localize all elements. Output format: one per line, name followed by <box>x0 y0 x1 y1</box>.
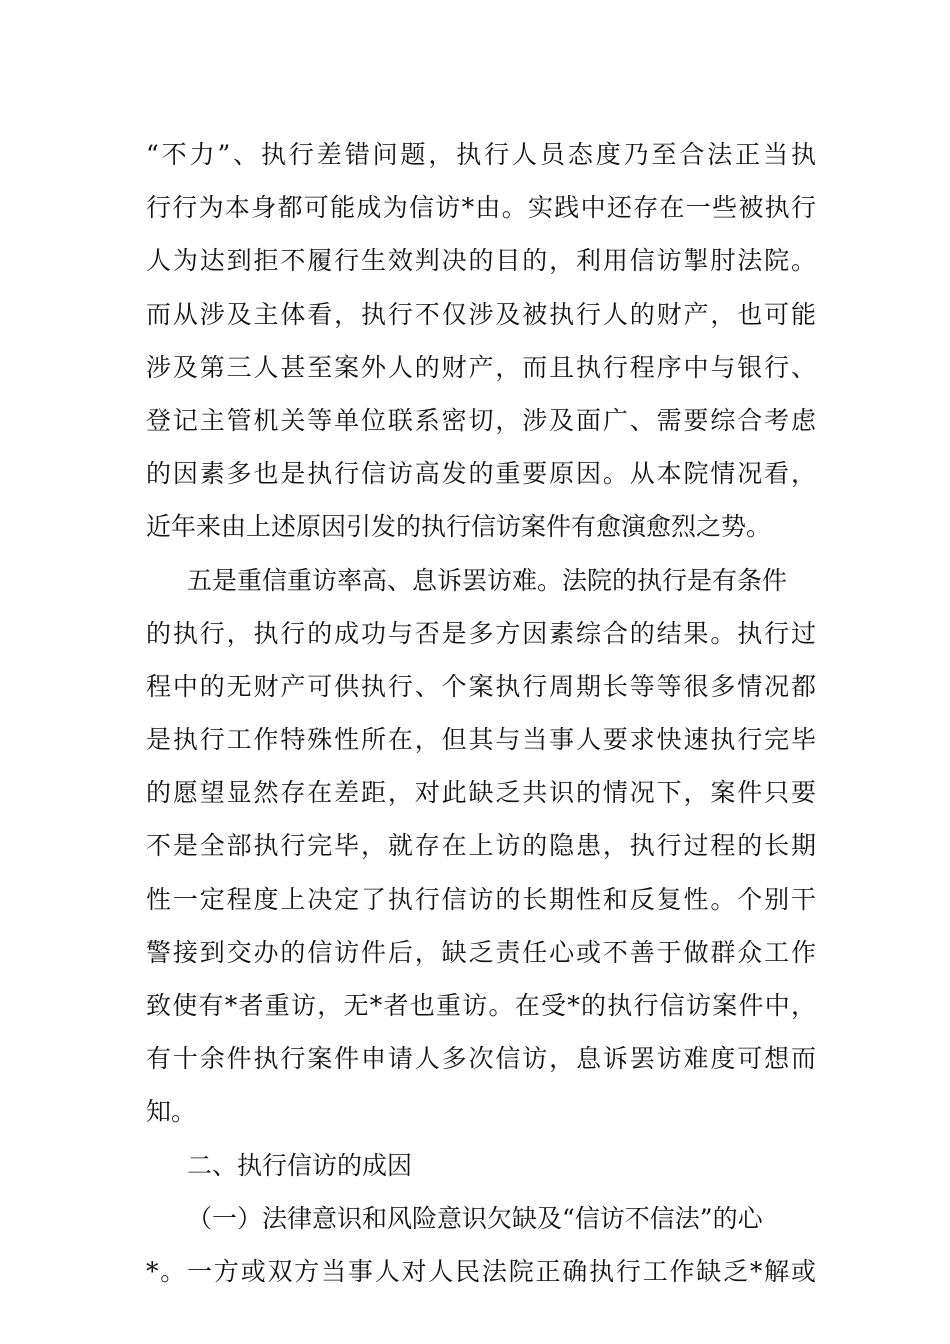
text-line: 人为达到拒不履行生效判决的目的，利用信访掣肘法院。 <box>146 246 816 276</box>
text-line: 行行为本身都可能成为信访*由。实践中还存在一些被执行 <box>146 193 816 223</box>
text-line: 致使有*者重访，无*者也重访。在受*的执行信访案件中， <box>146 991 816 1020</box>
text-line: *。一方或双方当事人对人民法院正确执行工作缺乏*解或 <box>146 1256 816 1286</box>
section-heading: 二、执行信访的成因 <box>187 1150 413 1180</box>
document-body <box>146 128 816 1298</box>
text-line: 是执行工作特殊性所在，但其与当事人要求快速执行完毕 <box>146 725 816 755</box>
text-line: 不是全部执行完毕，就存在上访的隐患，执行过程的长期 <box>146 831 816 861</box>
text-line: 近年来由上述原因引发的执行信访案件有愈演愈烈之势。 <box>146 512 772 542</box>
text-line: 而从涉及主体看，执行不仅涉及被执行人的财产，也可能 <box>146 299 816 329</box>
text-line: 性一定程度上决定了执行信访的长期性和反复性。个别干 <box>146 884 816 914</box>
text-line: 有十余件执行案件申请人多次信访，息诉罢访难度可想而 <box>146 1044 816 1074</box>
text-line: 程中的无财产可供执行、个案执行周期长等等很多情况都 <box>146 671 816 701</box>
text-line: 的愿望显然存在差距，对此缺乏共识的情况下，案件只要 <box>146 778 816 808</box>
text-line: 知。 <box>146 1097 197 1127</box>
text-line: 的因素多也是执行信访高发的重要原因。从本院情况看， <box>146 459 816 489</box>
text-line: 警接到交办的信访件后，缺乏责任心或不善于做群众工作 <box>146 937 816 967</box>
subsection-heading-line: （一）法律意识和风险意识欠缺及“信访不信法”的心 <box>187 1203 763 1233</box>
text-line: 登记主管机关等单位联系密切，涉及面广、需要综合考虑 <box>146 405 816 435</box>
paragraph-start-line: 五是重信重访率高、息诉罢访难。法院的执行是有条件 <box>187 565 788 595</box>
text-line: 的执行，执行的成功与否是多方因素综合的结果。执行过 <box>146 618 816 648</box>
text-line: “不力”、执行差错问题，执行人员态度乃至合法正当执 <box>146 140 816 169</box>
text-line: 涉及第三人甚至案外人的财产，而且执行程序中与银行、 <box>146 352 816 382</box>
